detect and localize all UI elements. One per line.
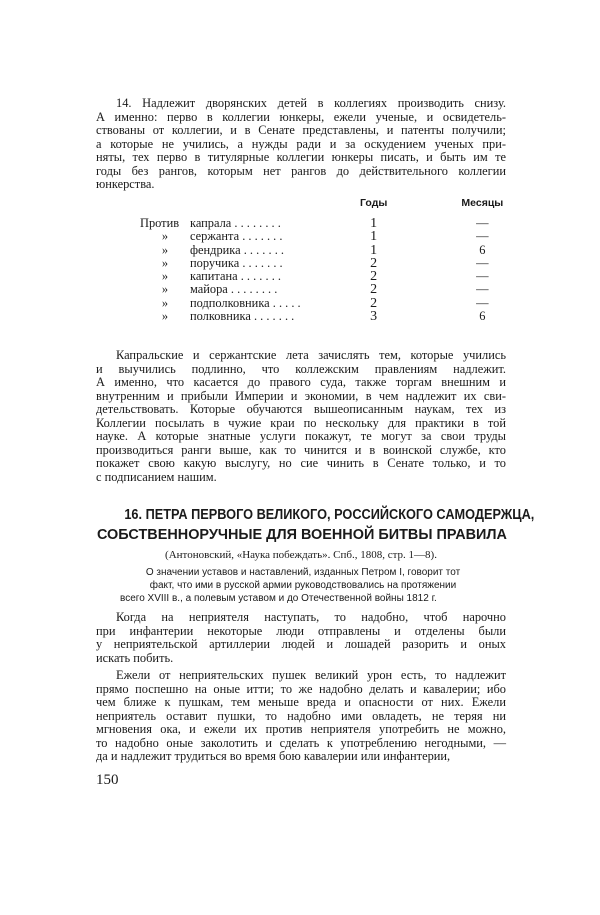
- cell-rank: капитана . . . . . . .: [190, 269, 281, 284]
- text-line: Коллегии посылать в чужие краи по нескольку для практики в той: [96, 415, 506, 430]
- table-row: [140, 217, 537, 230]
- text-line: прямо поспешно на оные итти; то же надобно делать и кавалерии; ибо: [96, 681, 506, 696]
- cell-rank: капрала . . . . . . . .: [190, 216, 281, 230]
- text-line: и выучились подлинно, что коллежским правлениям надлежит.: [96, 361, 506, 376]
- table-row: [140, 283, 537, 296]
- text-line: мгновения ока, и ежели их против неприятеля употребить не можно,: [96, 722, 506, 736]
- text-line: 14. Надлежит дворянских детей в коллегиях производить снизу.: [116, 96, 506, 110]
- cell-rank: подполковника . . . . .: [190, 295, 301, 310]
- cell-prefix: »: [161, 255, 169, 270]
- header-years: Годы: [360, 197, 388, 209]
- cell-rank: майора . . . . . . . .: [190, 282, 278, 297]
- text-line: А именно, что касается до правого суда, также торгам внешним и: [96, 375, 506, 389]
- table-row: [140, 257, 537, 270]
- cell-months: 6: [479, 242, 486, 257]
- section-heading-text-2: СОБСТВЕННОРУЧНЫЕ ДЛЯ ВОЕННОЙ БИТВЫ ПРАВИЛА: [96, 527, 507, 543]
- text-line: А именно: перво в коллегии юнкеры, ежели ученые, и освидетель-: [96, 109, 506, 124]
- cell-rank: поручика . . . . . . .: [190, 255, 283, 270]
- cell-months: —: [476, 282, 489, 297]
- header-months: Месяцы: [461, 197, 504, 209]
- text-line: ствованы от коллегии, и в Сенате представлены, и патенты получили;: [96, 123, 506, 137]
- text-line: чем ближе к пушкам, тем меньше вреда и опасности от них. Ежели: [96, 695, 506, 709]
- cell-rank: полковника . . . . . . .: [190, 309, 295, 324]
- text-line: факт, что ими в русской армии руководствовались на протяжении: [149, 579, 457, 591]
- cell-prefix: »: [161, 242, 169, 257]
- text-line: Когда на неприятеля наступать, то надобно, чтоб нарочно: [116, 610, 506, 624]
- text-line: да и надлежит трудиться во время бою кавалерии или инфантерии,: [96, 749, 451, 763]
- section-heading-line-2: [96, 526, 506, 545]
- text-line: при инфантерии некоторые люди отправлены и отделены были: [96, 623, 506, 638]
- section-heading-line-1: [96, 506, 535, 525]
- cell-years: 3: [370, 309, 378, 325]
- text-line: юнкерства.: [96, 177, 155, 191]
- cell-years: 1: [370, 229, 378, 245]
- table-row: [140, 230, 537, 243]
- cell-prefix: »: [161, 229, 169, 244]
- cell-years: 2: [370, 269, 378, 285]
- table-row: [140, 310, 537, 323]
- cell-prefix: »: [161, 269, 169, 284]
- cell-months: —: [476, 269, 489, 284]
- text-line: а которые не учились, а нужды ради и за оскудением ученых при-: [96, 136, 506, 151]
- cell-months: —: [476, 295, 489, 310]
- text-line: у неприятельской артиллерии людей и лошадей разорить и оных: [96, 637, 506, 652]
- section-heading-text-1: 16. ПЕТРА ПЕРВОГО ВЕЛИКОГО, РОССИЙСКОГО САМОДЕРЖЦА,: [124, 507, 535, 523]
- cell-years: 2: [370, 255, 378, 271]
- page-number: 150: [96, 772, 119, 788]
- text-line: неприятель оставит пушки, то надобно ими овладеть, не теряя ни: [96, 708, 506, 723]
- cell-years: 1: [370, 216, 378, 231]
- cell-months: —: [476, 255, 489, 270]
- cell-prefix: »: [161, 309, 169, 324]
- table-row: [140, 297, 537, 310]
- cell-years: 1: [370, 242, 378, 258]
- text-line: всего XVIII в., а полевым уставом и до Отечественной войны 1812 г.: [120, 592, 437, 604]
- cell-months: —: [476, 216, 489, 230]
- text-line: годы без рангов, которым нет рангов до действительного коллегии: [96, 163, 506, 178]
- text-line: покажет свою какую выслугу, но сие чинить в Сенате только, и то: [96, 456, 506, 470]
- citation: (Антоновский, «Наука побеждать». Спб., 1808, стр. 1—8).: [165, 549, 437, 561]
- cell-rank: сержанта . . . . . . .: [190, 229, 283, 244]
- text-line: Ежели от неприятельских пушек великий урон есть, то надлежит: [116, 668, 506, 682]
- text-line: искать побить.: [96, 651, 174, 666]
- cell-months: 6: [479, 309, 486, 324]
- cell-prefix: »: [161, 295, 169, 310]
- cell-rank: фендрика . . . . . . .: [190, 242, 284, 257]
- text-line: с подписанием нашим.: [96, 469, 217, 484]
- text-line: науке. А которые знатные услуги покажут, те могут за свои труды: [96, 429, 506, 443]
- table-row: [140, 270, 537, 283]
- text-line: то надобно оные заколотить и сделать к употреблению негодными, —: [96, 735, 506, 750]
- cell-prefix: Против: [140, 216, 180, 230]
- text-line: внутренним и прибыли Империи и экономии, в чем надлежит их сви-: [96, 388, 506, 403]
- cell-years: 2: [370, 282, 378, 298]
- cell-years: 2: [370, 295, 378, 311]
- text-line: Капральские и сержантские лета зачислять тем, которые учились: [116, 348, 506, 362]
- text-line: детельствовать. Которые обучаются вышеописанным наукам, тех из: [96, 402, 506, 416]
- text-line: О значении уставов и наставлений, изданных Петром I, говорит тот: [145, 567, 461, 578]
- cell-prefix: »: [161, 282, 169, 297]
- text-line: производиться ранги выше, как то чинится и в воинской службе, кто: [96, 442, 506, 457]
- cell-months: —: [476, 229, 489, 244]
- table-row: [140, 244, 537, 257]
- rank-service-table: [140, 197, 537, 323]
- table-header-row: [140, 197, 537, 217]
- text-line: няты, тех перво в титулярные коллегии юнкеры писать, и быть им те: [96, 150, 506, 164]
